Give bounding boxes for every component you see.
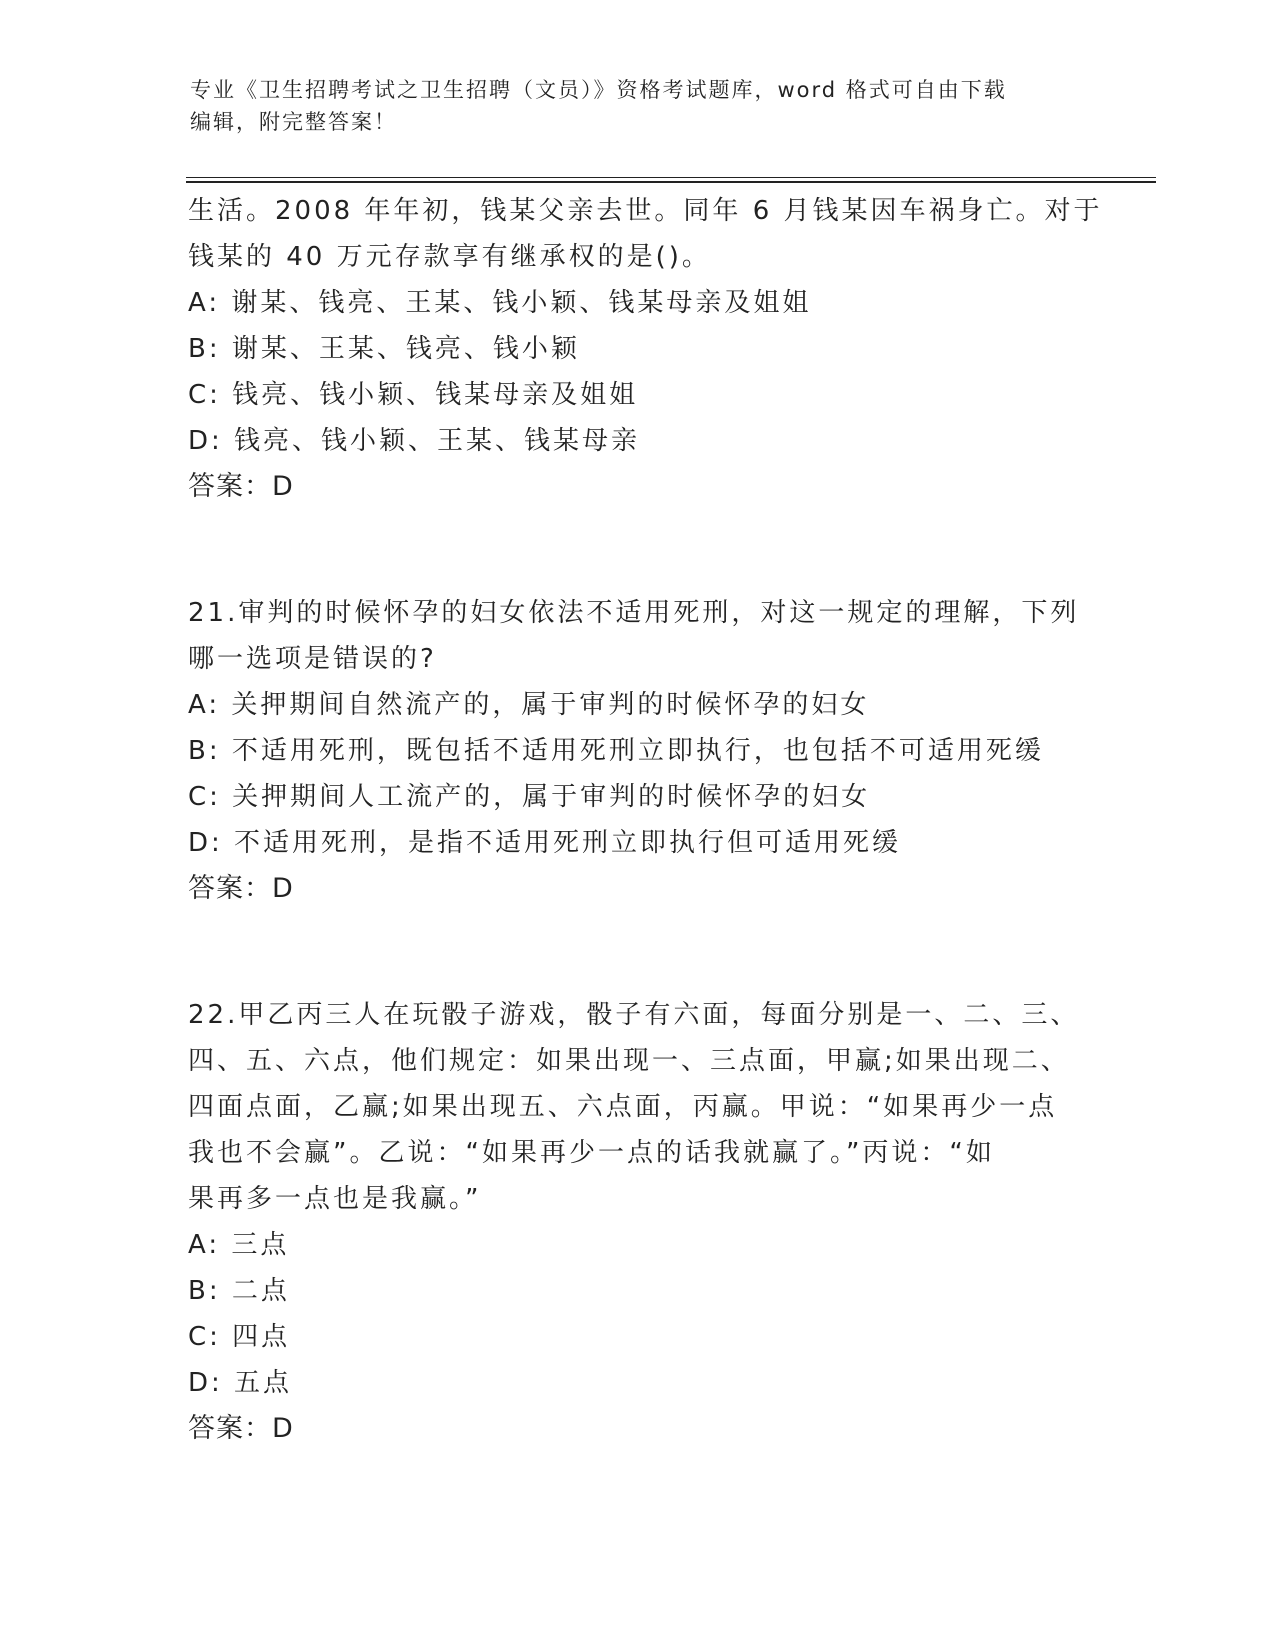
answer-line: 答案：D bbox=[188, 873, 294, 904]
header-line-1: 专业《卫生招聘考试之卫生招聘（文员）》资格考试题库，word 格式可自由下载 bbox=[190, 78, 1007, 102]
question-text-line: 我也不会赢”。乙说：“如果再少一点的话我就赢了。”丙说：“如 bbox=[188, 1138, 995, 1168]
question-text-line: 四、五、六点，他们规定：如果出现一、三点面，甲赢;如果出现二、 bbox=[188, 1046, 1070, 1076]
question-spacer bbox=[188, 510, 1088, 590]
header-divider-thick bbox=[186, 181, 1156, 183]
document-body bbox=[188, 188, 1103, 1452]
option-b: B: 不适用死刑，既包括不适用死刑立即执行，也包括不可适用死缓 bbox=[188, 736, 1044, 766]
question-text-line: 22.甲乙丙三人在玩骰子游戏，骰子有六面，每面分别是一、二、三、 bbox=[188, 1000, 1080, 1030]
question-text-line: 四面点面，乙赢;如果出现五、六点面，丙赢。甲说：“如果再少一点 bbox=[188, 1092, 1058, 1122]
option-d: D: 五点 bbox=[188, 1368, 293, 1398]
option-a: A: 关押期间自然流产的，属于审判的时候怀孕的妇女 bbox=[188, 690, 870, 720]
option-d: D: 钱亮、钱小颖、王某、钱某母亲 bbox=[188, 426, 641, 456]
question-20-continuation bbox=[188, 188, 1103, 510]
question-text-line: 钱某的 40 万元存款享有继承权的是()。 bbox=[188, 242, 711, 272]
header-line-2: 编辑，附完整答案！ bbox=[190, 110, 397, 134]
answer-line: 答案：D bbox=[188, 471, 294, 502]
document-header bbox=[190, 74, 1090, 138]
answer-line: 答案：D bbox=[188, 1413, 294, 1444]
option-b: B: 二点 bbox=[188, 1276, 290, 1306]
option-a: A: 三点 bbox=[188, 1230, 290, 1260]
option-c: C: 关押期间人工流产的，属于审判的时候怀孕的妇女 bbox=[188, 782, 871, 812]
question-spacer bbox=[188, 912, 1088, 992]
option-a: A: 谢某、钱亮、王某、钱小颖、钱某母亲及姐姐 bbox=[188, 288, 812, 318]
question-text-line: 哪一选项是错误的? bbox=[188, 644, 437, 674]
option-c: C: 钱亮、钱小颖、钱某母亲及姐姐 bbox=[188, 380, 639, 410]
option-c: C: 四点 bbox=[188, 1322, 291, 1352]
question-text-line: 生活。2008 年年初，钱某父亲去世。同年 6 月钱某因车祸身亡。对于 bbox=[188, 196, 1103, 226]
question-22 bbox=[188, 992, 1088, 1452]
question-text-line: 21.审判的时候怀孕的妇女依法不适用死刑，对这一规定的理解，下列 bbox=[188, 598, 1080, 628]
option-b: B: 谢某、王某、钱亮、钱小颖 bbox=[188, 334, 580, 364]
option-d: D: 不适用死刑，是指不适用死刑立即执行但可适用死缓 bbox=[188, 828, 902, 858]
header-divider-thin bbox=[186, 177, 1156, 178]
question-text-line: 果再多一点也是我赢。” bbox=[188, 1184, 482, 1214]
question-21 bbox=[188, 590, 1088, 912]
